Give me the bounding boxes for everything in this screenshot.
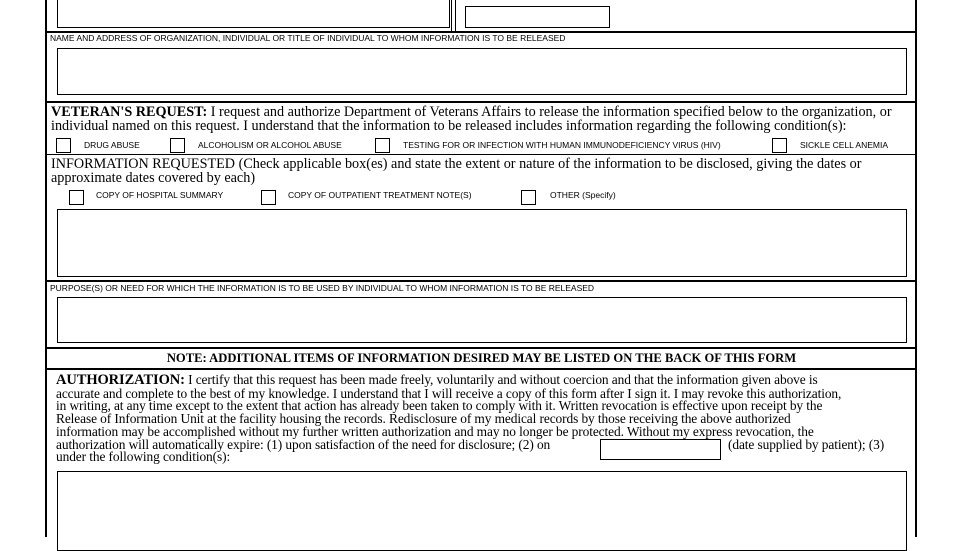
rule-2	[46, 101, 917, 103]
rule-6	[46, 368, 917, 370]
checkbox-other[interactable]	[521, 190, 536, 205]
purpose-label: PURPOSE(S) OR NEED FOR WHICH THE INFORMATION IS TO BE USED BY INDIVIDUAL TO WHOM INFORMATION IS TO BE RELEASED	[50, 283, 595, 293]
authorization-line-3: in writing, at any time except to the extent that action has already been taken to comply with it. Written revocation is effective upon receipt by the	[56, 398, 823, 413]
veteran-request-heading: VETERAN'S REQUEST:	[51, 104, 208, 120]
authorization-line-4: Release of Information Unit at the facility housing the records. Redisclosure of my medical records by those receiving the above authorized	[56, 411, 791, 426]
veteran-request-text	[51, 105, 911, 133]
checkbox-hiv[interactable]	[375, 138, 390, 153]
checkbox-alcohol-abuse[interactable]	[170, 138, 185, 153]
label-drug-abuse: DRUG ABUSE	[84, 140, 140, 150]
top-right-field[interactable]	[465, 6, 610, 28]
label-hospital-summary: COPY OF HOSPITAL SUMMARY	[96, 190, 224, 200]
form-left-border	[45, 0, 47, 537]
authorization-heading: AUTHORIZATION:	[56, 372, 185, 388]
name-address-label: NAME AND ADDRESS OF ORGANIZATION, INDIVIDUAL OR TITLE OF INDIVIDUAL TO WHOM INFORMATION IS TO BE RELEASED	[50, 33, 566, 43]
authorization-line-7: under the following condition(s):	[56, 449, 231, 464]
label-other: OTHER (Specify)	[550, 190, 616, 200]
top-divider-double	[451, 0, 456, 31]
purpose-field[interactable]	[57, 297, 907, 343]
label-alcohol-abuse: ALCOHOLISM OR ALCOHOL ABUSE	[198, 140, 342, 150]
label-outpatient-notes: COPY OF OUTPATIENT TREATMENT NOTE(S)	[288, 190, 472, 200]
authorization-line-1	[56, 374, 818, 387]
form-right-border	[915, 0, 917, 537]
rule-3	[46, 154, 917, 155]
rule-5	[46, 347, 917, 349]
authorization-line-6-suffix: (date supplied by patient); (3)	[728, 437, 885, 452]
checkbox-drug-abuse[interactable]	[56, 138, 71, 153]
checkbox-sickle-cell[interactable]	[772, 138, 787, 153]
authorization-line-2: accurate and complete to the best of my knowledge. I understand that I will receive a copy of this form after I sign it. I may revoke this authorization,	[56, 386, 842, 401]
label-sickle-cell: SICKLE CELL ANEMIA	[800, 140, 889, 150]
authorization-line-6: authorization will automatically expire: (1) upon satisfaction of the need for disclosure; (2) on	[56, 437, 551, 452]
checkbox-outpatient-notes[interactable]	[261, 190, 276, 205]
info-requested-field[interactable]	[57, 209, 907, 277]
name-address-field[interactable]	[57, 48, 907, 95]
veteran-request-body: I request and authorize Department of Veterans Affairs to release the information specified below to the organization, or individual named on this request. I understand that the information to be released includes information regarding the following condition(s):	[51, 104, 892, 134]
note-text: NOTE: ADDITIONAL ITEMS OF INFORMATION DESIRED MAY BE LISTED ON THE BACK OF THIS FORM	[166, 351, 797, 365]
info-requested-text: INFORMATION REQUESTED (Check applicable box(es) and state the extent or nature of the information to be disclosed, giving the dates or approximate dates covered by each)	[51, 156, 862, 186]
authorization-text-1: I certify that this request has been made freely, voluntarily and without coercion and that the information given above is	[188, 372, 818, 387]
top-left-field[interactable]	[57, 0, 450, 28]
label-hiv: TESTING FOR OR INFECTION WITH HUMAN IMMUNODEFICIENCY VIRUS (HIV)	[403, 140, 721, 150]
rule-4	[46, 280, 917, 282]
checkbox-hospital-summary[interactable]	[69, 190, 84, 205]
expiration-date-field[interactable]	[600, 439, 721, 460]
conditions-field[interactable]	[57, 471, 907, 551]
authorization-line-5: information may be accomplished without my further written authorization and may no longer be protected. Without my express revocation, the	[56, 424, 814, 439]
